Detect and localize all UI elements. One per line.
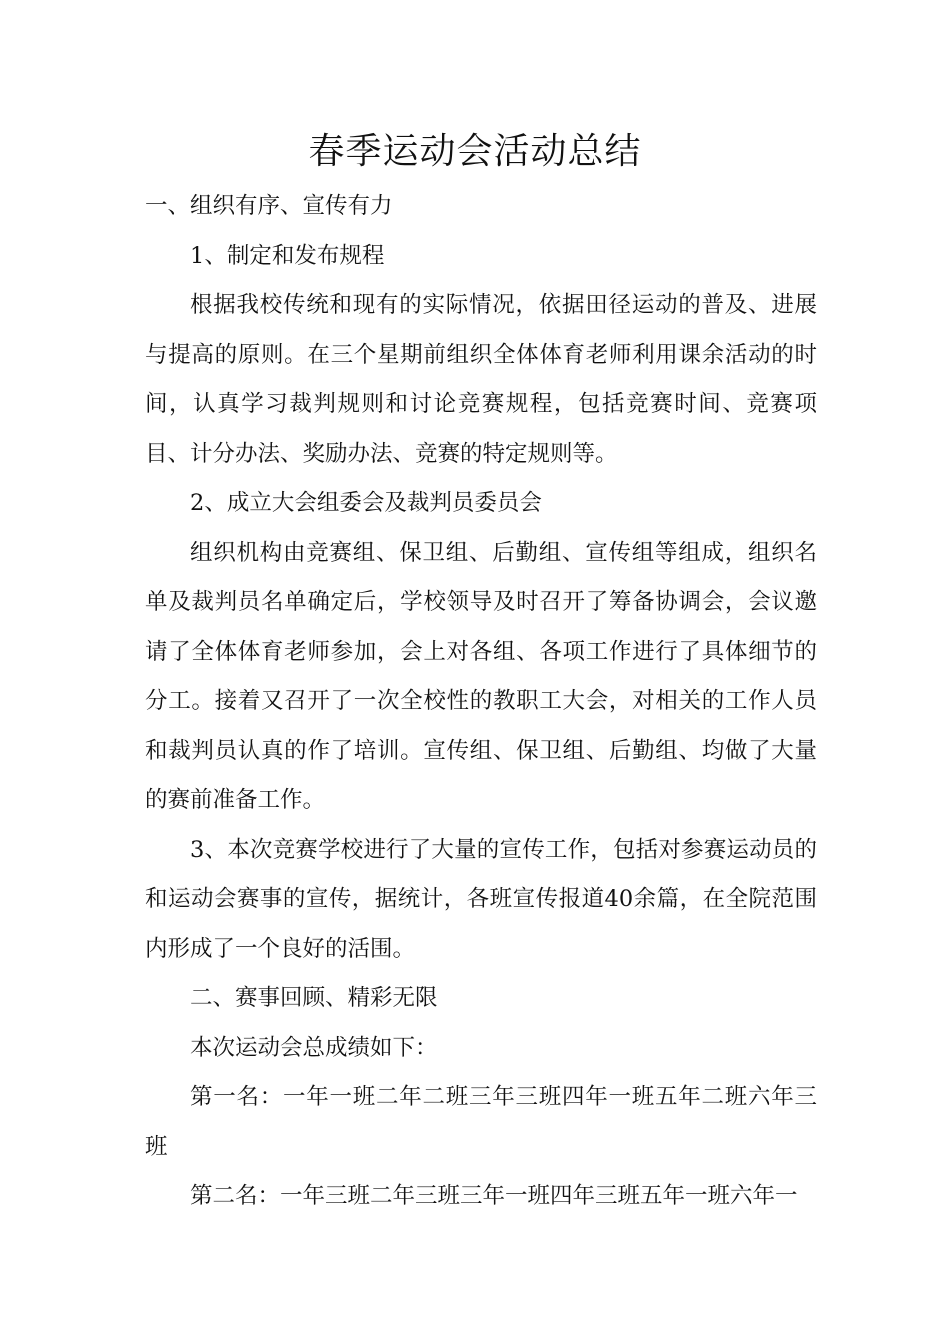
subsection-heading-2: 2、成立大会组委会及裁判员委员会 xyxy=(190,490,542,516)
paragraph-second-place: 第二名：一年三班二年三班三年一班四年三班五年一班六年一 xyxy=(190,1183,798,1209)
paragraph-first-place: 第一名：一年一班二年二班三年三班四年一班五年二班六年三班 xyxy=(145,1084,817,1160)
section-heading-2: 二、赛事回顾、精彩无限 xyxy=(190,985,438,1011)
paragraph-organization: 组织机构由竞赛组、保卫组、后勤组、宣传组等组成，组织名单及裁判员名单确定后，学校领导及时召开了筹备协调会，会议邀请了全体体育老师参加，会上对各组、各项工作进行了具体细节的分工。接着又召开了一次全校性的教职工大会，对相关的工作人员和裁判员认真的作了培训。宣传组、保卫组、后勤组、均做了大量的赛前准备工作。 xyxy=(145,539,817,813)
document-body xyxy=(145,182,817,1222)
paragraph-rules: 根据我校传统和现有的实际情况，依据田径运动的普及、进展与提高的原则。在三个星期前组织全体体育老师利用课余活动的时间，认真学习裁判规则和讨论竞赛规程，包括竞赛时间、竞赛项目、计分办法、奖励办法、竞赛的特定规则等。 xyxy=(145,292,817,467)
section-heading-1: 一、组织有序、宣传有力 xyxy=(145,193,393,219)
paragraph-results-intro: 本次运动会总成绩如下： xyxy=(190,1034,438,1061)
subsection-heading-1: 1、制定和发布规程 xyxy=(190,242,385,269)
paragraph-publicity: 3、本次竞赛学校进行了大量的宣传工作，包括对参赛运动员的和运动会赛事的宣传，据统计，各班宣传报道40余篇，在全院范围内形成了一个良好的活围。 xyxy=(145,836,817,962)
document-title: 春季运动会活动总结 xyxy=(308,131,642,172)
